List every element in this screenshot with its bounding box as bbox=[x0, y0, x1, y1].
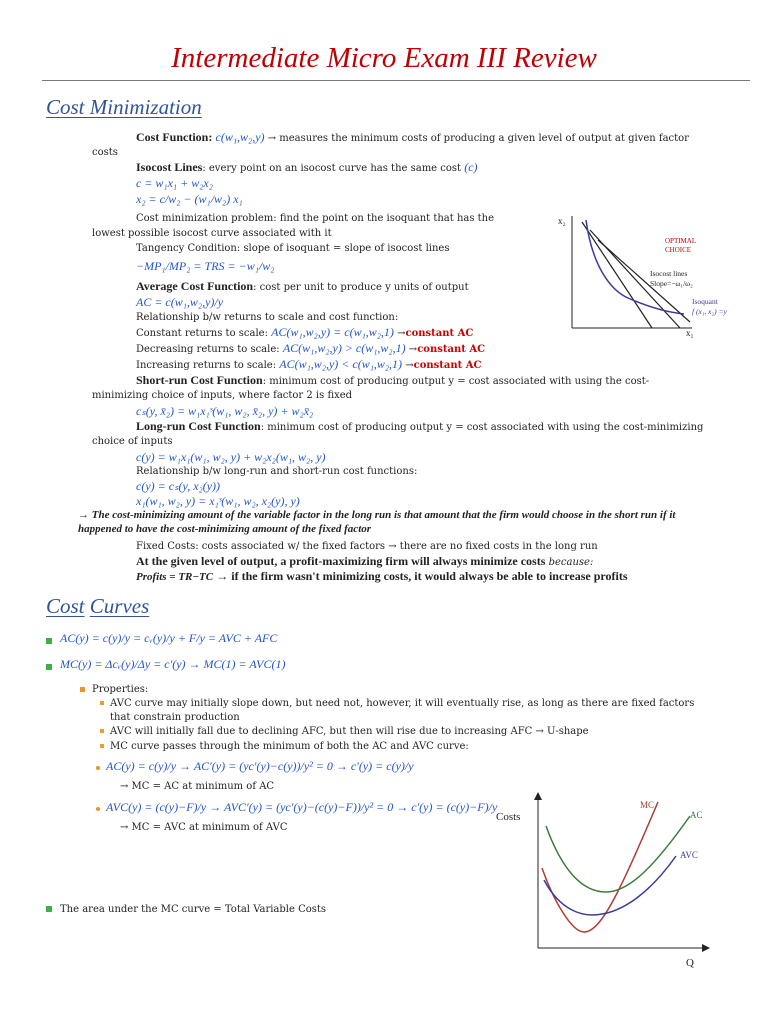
line-short-run-2: minimizing choice of inputs, where factor 2 is fixed bbox=[92, 390, 353, 401]
x-axis-arrow-icon bbox=[702, 944, 710, 952]
optimal-choice-label-1: OPTIMAL bbox=[665, 237, 697, 245]
line-cost-function: Cost Function: c(w₁,w₂,y) → measures the minimum costs of producing a given level of output at given factor bbox=[136, 130, 689, 144]
isoquant-label-x2: x₂ bbox=[558, 216, 566, 226]
ac-label: AC bbox=[690, 810, 703, 820]
y-axis-arrow-icon bbox=[534, 792, 542, 800]
line-profit-max: At the given level of output, a profit-maximizing firm will always minimize costs because: bbox=[136, 554, 594, 568]
mc-label: MC bbox=[640, 800, 655, 810]
isoquant-figure bbox=[552, 210, 757, 340]
eq-long-run: c(y) = w₁x₁(w₁, w₂, y) + w₂x₂(w₁, w₂, y) bbox=[136, 450, 326, 464]
line-long-run-2: choice of inputs bbox=[92, 436, 173, 447]
line-costs: costs bbox=[92, 147, 118, 158]
bullet-p5 bbox=[100, 744, 104, 748]
line-area-mc: The area under the MC curve = Total Variable Costs bbox=[60, 904, 327, 915]
eq-tangency: −MP₁/MP₂ = TRS = −w₁/w₂ bbox=[136, 259, 275, 273]
section-heading-cost-curves: Cost Curves bbox=[46, 594, 150, 618]
isocost-lines-label: Isocost lines bbox=[650, 269, 688, 278]
line-profits: Profits = TR−TC → if the firm wasn't minimizing costs, it would always be able to increase profits bbox=[136, 569, 628, 583]
line-variable-factor: → The cost-minimizing amount of the variable factor in the long run is that amount that the firm would choose in the short run if it bbox=[78, 509, 676, 521]
eq-short-run: cₛ(y, x̄₂) = w₁x₁ˢ(w₁, w₂, x̄₂, y) + w₂x̄₂ bbox=[136, 404, 314, 418]
isocost-line-1 bbox=[582, 222, 652, 328]
line-returns-scale: Relationship b/w returns to scale and cost function: bbox=[136, 312, 399, 323]
isoquant-label: Isoquant bbox=[692, 297, 718, 306]
eq-c-of-y: c(y) = cₛ(y, x₂(y)) bbox=[136, 479, 221, 493]
bullet-area-mc bbox=[46, 906, 52, 912]
avc-label: AVC bbox=[680, 850, 698, 860]
eq-ac-components: AC(y) = c(y)/y = cᵥ(y)/y + F/y = AVC + AFC bbox=[60, 631, 278, 645]
line-long-short-relationship: Relationship b/w long-run and short-run cost functions: bbox=[136, 466, 418, 477]
line-decreasing-returns: Decreasing returns to scale: AC(w₁,w₂,y) > c(w₁,w₂,1) →constant AC bbox=[136, 341, 486, 355]
isocost-slope-label: Slope=−ω₁/ω₂ bbox=[650, 279, 693, 288]
bullet-p2 bbox=[100, 701, 104, 705]
eq-x2: x₂ = c/w₂ − (w₁/w₂) x₁ bbox=[136, 192, 243, 206]
cost-curves-figure bbox=[490, 790, 715, 970]
line-costmin-problem-2: lowest possible isocost curve associated with it bbox=[92, 228, 332, 239]
line-fixed-costs: Fixed Costs: costs associated w/ the fixed factors → there are no fixed costs in the long run bbox=[136, 541, 598, 552]
optimal-choice-label-2: CHOICE bbox=[665, 246, 692, 254]
line-long-run: Long-run Cost Function: minimum cost of producing output y = cost associated with using the cost-minimizing bbox=[136, 419, 704, 433]
bullet-properties bbox=[80, 687, 85, 692]
bullet-e1 bbox=[96, 766, 100, 770]
properties-label: Properties: bbox=[92, 684, 149, 695]
isoquant-curve bbox=[586, 220, 684, 314]
mc-curve bbox=[542, 802, 658, 932]
line-average-cost: Average Cost Function: cost per unit to produce y units of output bbox=[136, 279, 469, 293]
line-mc-avc: → MC = AVC at minimum of AVC bbox=[120, 822, 288, 833]
bullet-ac bbox=[46, 638, 52, 644]
line-short-run: Short-run Cost Function: minimum cost of producing output y = cost associated with using the cost- bbox=[136, 373, 650, 387]
costs-axis-label: Costs bbox=[496, 811, 521, 823]
section-heading-cost-minimization: Cost Minimization bbox=[46, 95, 202, 119]
isoquant-label-x1: x₁ bbox=[686, 328, 694, 338]
q-axis-label: Q bbox=[686, 957, 694, 969]
line-mc-ac: → MC = AC at minimum of AC bbox=[120, 781, 275, 792]
bullet-p4 bbox=[100, 729, 104, 733]
title-divider bbox=[42, 80, 750, 81]
ac-curve bbox=[546, 816, 690, 892]
line-costmin-problem: Cost minimization problem: find the point on the isoquant that has the bbox=[136, 213, 495, 224]
bullet-e3 bbox=[96, 807, 100, 811]
page-title: Intermediate Micro Exam III Review bbox=[171, 42, 597, 74]
bullet-mc bbox=[46, 664, 52, 670]
eq-x1: x₁(w₁, w₂, y) = x₁ˢ(w₁, w₂, x₂(y), y) bbox=[136, 494, 300, 508]
eq-isocost: c = w₁x₁ + w₂x₂ bbox=[136, 176, 213, 190]
eq-mc: MC(y) = Δcᵥ(y)/Δy = c′(y) → MC(1) = AVC(1) bbox=[60, 657, 286, 671]
property-u-shape: AVC will initially fall due to declining AFC, but then will rise due to increasing AFC → U-shape bbox=[110, 726, 589, 737]
property-avc-slope: AVC curve may initially slope down, but need not, however, it will eventually rise, as long as there are fixed factors bbox=[110, 698, 695, 709]
eq-ac: AC = c(w₁,w₂,y)/y bbox=[136, 295, 224, 309]
eq-avc-min: AVC(y) = (c(y)−F)/y → AVC′(y) = (yc′(y)−(c(y)−F))/y² = 0 → c′(y) = (c(y)−F)/y bbox=[106, 800, 498, 814]
eq-ac-min: AC(y) = c(y)/y → AC′(y) = (yc′(y)−c(y))/y² = 0 → c′(y) = c(y)/y bbox=[106, 759, 414, 773]
line-variable-factor-2: happened to have the cost-minimizing amount of the fixed factor bbox=[78, 523, 372, 535]
line-increasing-returns: Increasing returns to scale: AC(w₁,w₂,y) < c(w₁,w₂,1) →constant AC bbox=[136, 357, 482, 371]
property-mc-min: MC curve passes through the minimum of both the AC and AVC curve: bbox=[110, 741, 469, 752]
line-tangency: Tangency Condition: slope of isoquant = slope of isocost lines bbox=[136, 243, 450, 254]
line-isocost: Isocost Lines: every point on an isocost curve has the same cost (c) bbox=[136, 160, 478, 174]
line-constant-returns: Constant returns to scale: AC(w₁,w₂,y) = c(w₁,w₂,1) →constant AC bbox=[136, 325, 474, 339]
property-avc-slope-2: that constrain production bbox=[110, 712, 240, 723]
isoquant-function-label: f (x₁, x₂) =y bbox=[692, 307, 727, 316]
